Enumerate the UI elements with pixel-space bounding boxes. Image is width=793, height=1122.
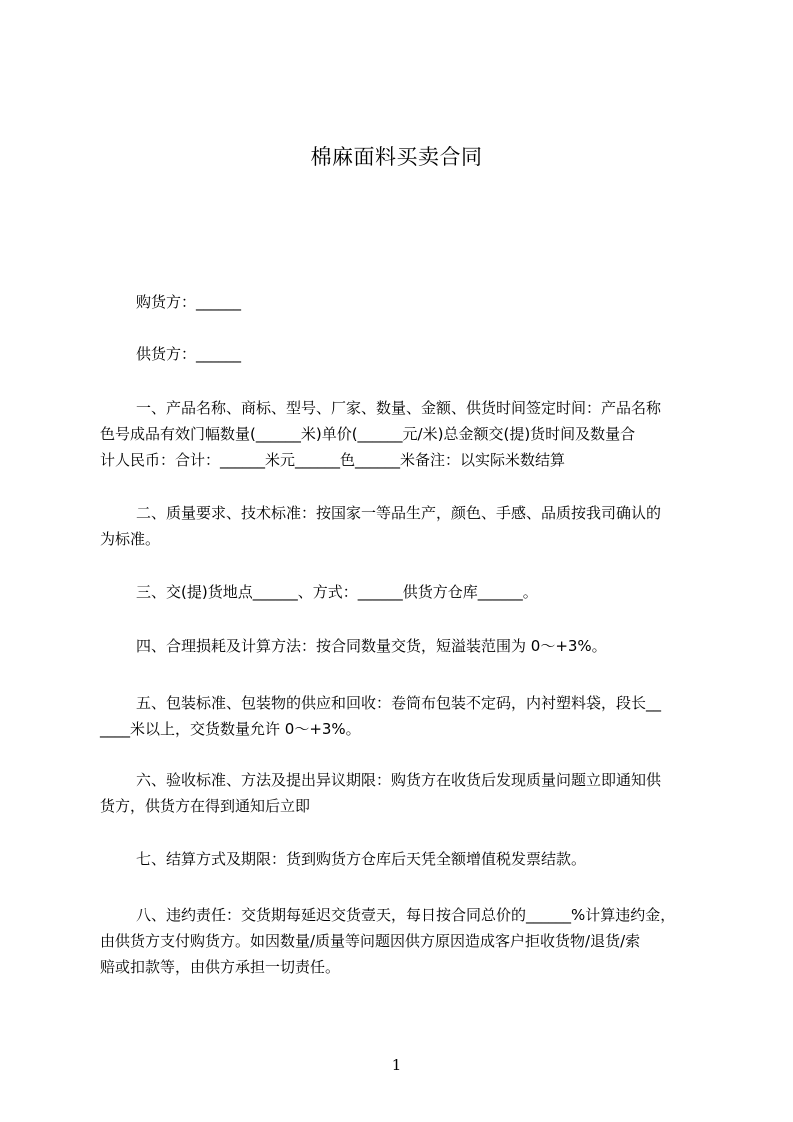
buyer-line: 购货方：______ <box>136 293 242 311</box>
clause-1-line-1: 一、产品名称、商标、型号、厂家、数量、金额、供货时间签定时间：产品名称 <box>136 399 662 417</box>
clause-2-line-1: 二、质量要求、技术标准：按国家一等品生产，颜色、手感、品质按我司确认的 <box>136 504 662 522</box>
clause-7-line-1: 七、结算方式及期限：货到购货方仓库后天凭全额增值税发票结款。 <box>136 850 587 868</box>
clause-8-line-1: 八、违约责任：交货期每延迟交货壹天，每日按合同总价的______%计算违约金， <box>136 906 676 924</box>
document-title: 棉麻面料买卖合同 <box>310 145 483 169</box>
clause-7-paragraph <box>100 846 706 872</box>
page-number: 1 <box>391 1056 402 1074</box>
clause-2-line-2: 为标准。 <box>100 530 161 548</box>
clause-8-paragraph <box>100 902 706 980</box>
clause-4-line-1: 四、合理损耗及计算方法：按合同数量交货，短溢装范围为 0～+3%。 <box>136 637 607 655</box>
buyer-paragraph <box>100 289 706 315</box>
clause-8-line-2: 由供货方支付购货方。如因数量/质量等问题因供方原因造成客户拒收货物/退货/索 <box>100 932 641 950</box>
clause-2-paragraph <box>100 500 706 552</box>
clause-5-line-2: ____米以上，交货数量允许 0～+3%。 <box>100 720 361 738</box>
clause-8-line-3: 赔或扣款等，由供方承担一切责任。 <box>100 958 341 976</box>
clause-6-line-2: 货方，供货方在得到通知后立即 <box>100 797 311 815</box>
clause-1-line-2: 色号成品有效门幅数量(______米)单价(______元/米)总金额交(提)货时间及数量合 <box>100 425 636 443</box>
clause-6-line-1: 六、验收标准、方法及提出异议期限：购货方在收货后发现质量问题立即通知供 <box>136 771 662 789</box>
clause-6-paragraph <box>100 767 706 819</box>
clause-5-paragraph <box>100 690 706 742</box>
clause-1-line-3: 计人民币：合计：______米元______色______米备注：以实际米数结算 <box>100 451 566 469</box>
clause-3-paragraph <box>100 579 706 605</box>
clause-5-line-1: 五、包装标准、包装物的供应和回收：卷筒布包装不定码，内衬塑料袋，段长__ <box>136 694 662 712</box>
supplier-line: 供货方：______ <box>136 345 242 363</box>
clause-1-paragraph <box>100 395 706 473</box>
clause-4-paragraph <box>100 633 706 659</box>
clause-3-line-1: 三、交(提)货地点______、方式：______供货方仓库______。 <box>136 583 538 601</box>
supplier-paragraph <box>100 341 706 367</box>
